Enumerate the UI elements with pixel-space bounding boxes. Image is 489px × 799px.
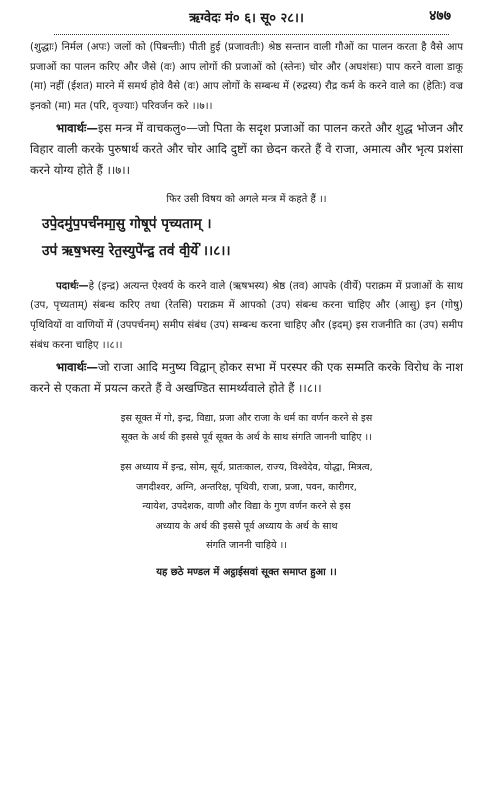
summary-line: इस सूक्त में गो, इन्द्र, विद्या, प्रजा और राजा के धर्म का वर्णन करने से इस [120, 412, 373, 424]
padarth-label: पदार्थः— [56, 280, 89, 292]
bhavarth-text: जो राजा आदि मनुष्य विद्वान् होकर सभा में परस्पर की एक सम्मति करके विरोध के नाश करने से एकता में प्रयत्न करते हैं वे अखण्डित सामर्थ्यवाले होते हैं ।।८।। [30, 360, 463, 395]
commentary-paragraph-7: (शुद्धाः) निर्मल (अपः) जलों को (पिबन्तीः) पीती हुई (प्रजावतीः) श्रेष्ठ सन्तान वाली गौओं का पालन करता है वैसे आप प्रजाओं का पालन करिए और जैसे (वः) आप लोगों की प्रजाओं को (स्तेनः) चोर और (अघशंसः) पाप करने वाला डाकू (मा) नहीं (ईशत) मारने में समर्थ होवे वैसे (वः) आप लोगों के सम्बन्ध में (रुद्रस्य) रौद्र कर्म के करने वाले का (हेतिः) वज्र इनको (मा) मत (परि, वृज्याः) परिवर्जन करे ।।७।। [30, 42, 463, 112]
summary-line: इस अध्याय में इन्द्र, सोम, सूर्य, प्रातःकाल, राज्य, विश्वेदेव, योद्धा, मित्रत्व, [120, 461, 373, 473]
padarth-text: हे (इन्द्र) अत्यन्त ऐश्वर्य के करने वाले (ऋषभस्य) श्रेष्ठ (तव) आपके (वीर्ये) पराक्रम में प्रजाओं के साथ (उप, पृच्यताम्) संबन्ध करिए तथा (रेतसि) पराक्रम में आपको (उप) संबन्ध करना चाहिए और (आसु) इन (गोषु) पृथिवियों वा वाणियों में (उपपर्चनम्) समीप संबंध (उप) सम्बन्ध करना चाहिए और (इदम्) इस राजनीति का (उप) समीप संबंध करना चाहिए ।।८।। [30, 280, 463, 351]
page-number: ४७७ [429, 8, 451, 24]
page-header [30, 0, 463, 38]
running-title: ऋग्वेदः मं० ६। सू० २८।। [189, 11, 304, 26]
mantra-line-1: उपे॒दमु॑प॒पर्च॑नमा॒सु गोषूप॑ पृच्यताम् । [42, 215, 212, 232]
mantra-line-2: उप॑ ऋष॒भस्य॒ रेत॒स्युपे॑न्द्र॒ तव॑ वी॒र्ये॑ ।।८।। [42, 242, 231, 259]
summary-line: न्यायेश, उपदेशक, वाणी और विद्या के गुण वर्णन करने से इस [142, 501, 351, 513]
summary-line: सूक्त के अर्थ की इससे पूर्व सूक्त के अर्थ के साथ संगति जाननी चाहिए ।। [121, 432, 372, 444]
sukta-summary [30, 409, 463, 556]
sukta-end-note: यह छठे मण्डल में अट्ठाईसवां सूक्त समाप्त हुआ ।। [156, 566, 337, 578]
summary-line: संगति जाननी चाहिये ।। [206, 540, 287, 552]
bhavarth-label: भावार्थः— [56, 121, 98, 136]
summary-line: जगदीश्वर, अग्नि, अन्तरिक्ष, पृथिवी, राजा, प्रजा, पवन, कारीगर, [136, 481, 357, 493]
bhavarth-label: भावार्थः— [56, 360, 98, 375]
bhavarth-text: इस मन्त्र में वाचकलु०—जो पिता के सदृश प्रजाओं का पालन करते और शुद्ध भोजन और विहार वाली करके पुरुषार्थ करते और चोर आदि दुष्टों का छेदन करते हैं वे राजा, अमात्य और भृत्य प्रशंसा करने योग्य होते हैं ।।७।। [30, 121, 463, 177]
padarth-paragraph [30, 277, 463, 355]
mantra-block [30, 211, 463, 265]
header-rule [54, 34, 449, 35]
bhavarth-8 [30, 357, 463, 399]
mantra-intro: फिर उसी विषय को अगले मन्त्र में कहते हैं ।। [166, 193, 327, 205]
bhavarth-7 [30, 118, 463, 180]
summary-line: अध्याय के अर्थ की इससे पूर्व अध्याय के अर्थ के साथ [155, 520, 338, 532]
